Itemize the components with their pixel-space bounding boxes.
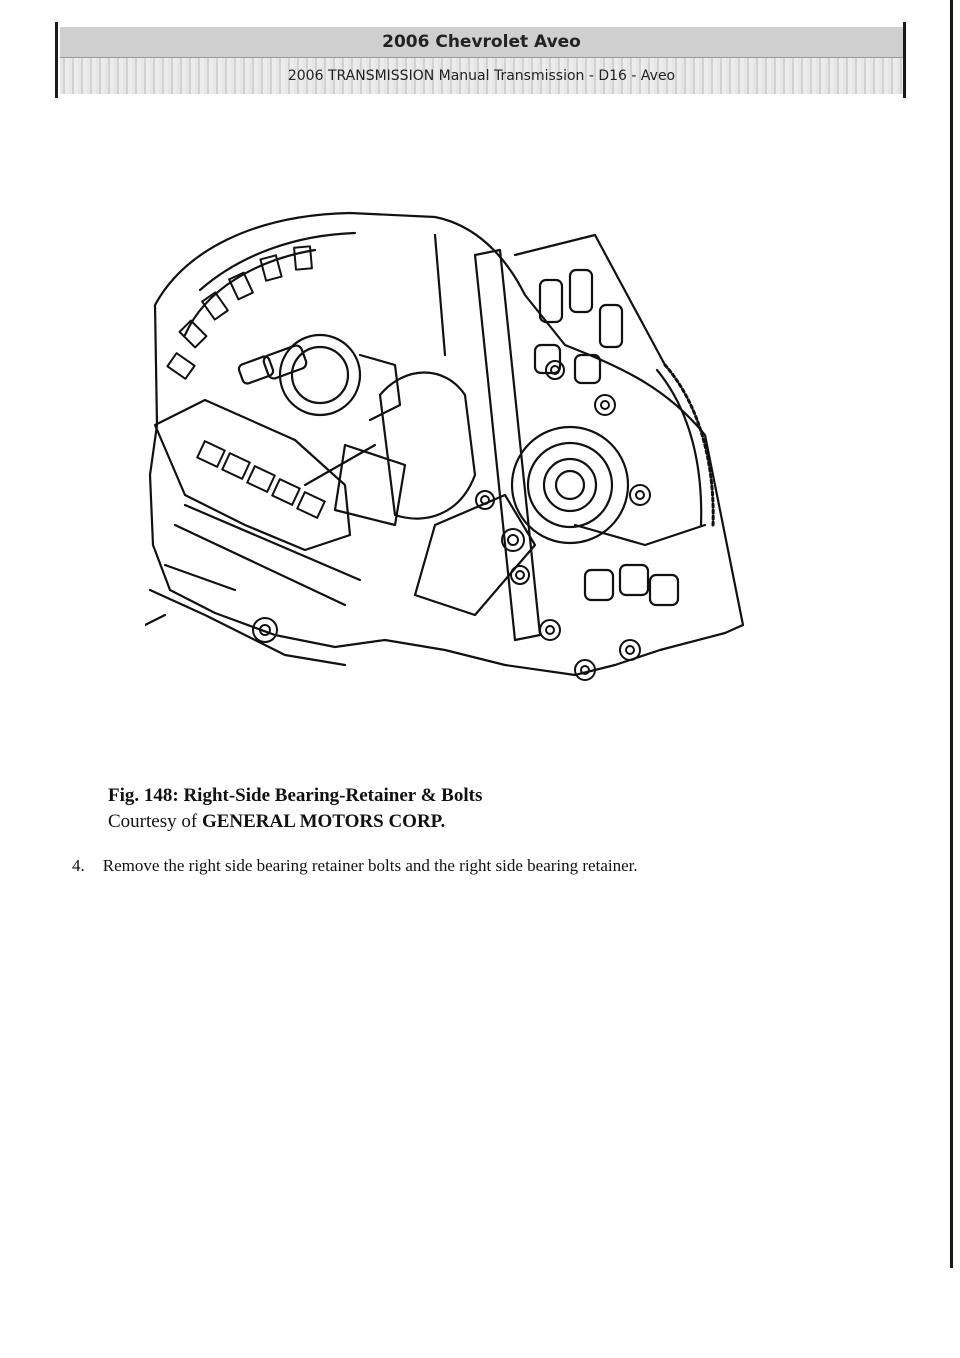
header-subtitle-bar bbox=[60, 58, 903, 94]
caption-title bbox=[108, 783, 482, 809]
procedure-step bbox=[72, 856, 638, 876]
header-subtitle: 2006 TRANSMISSION Manual Transmission - D16 - Aveo bbox=[287, 68, 676, 84]
transmission-illustration bbox=[145, 195, 755, 710]
left-margin-rule bbox=[55, 22, 58, 98]
right-edge-rule bbox=[950, 0, 953, 1268]
caption-courtesy bbox=[108, 809, 482, 835]
header-title: 2006 Chevrolet Aveo bbox=[382, 32, 581, 52]
caption-title-text: Fig. 148: Right-Side Bearing-Retainer & Bolts bbox=[108, 785, 483, 806]
figure-caption bbox=[108, 783, 482, 835]
courtesy-prefix: Courtesy of bbox=[108, 811, 202, 832]
header-title-bar bbox=[60, 27, 903, 58]
step-text: Remove the right side bearing retainer bolts and the right side bearing retainer. bbox=[102, 856, 638, 875]
courtesy-org: GENERAL MOTORS CORP. bbox=[201, 811, 446, 832]
step-number: 4. bbox=[72, 856, 85, 875]
page-header bbox=[60, 27, 903, 93]
right-margin-rule bbox=[903, 22, 906, 98]
